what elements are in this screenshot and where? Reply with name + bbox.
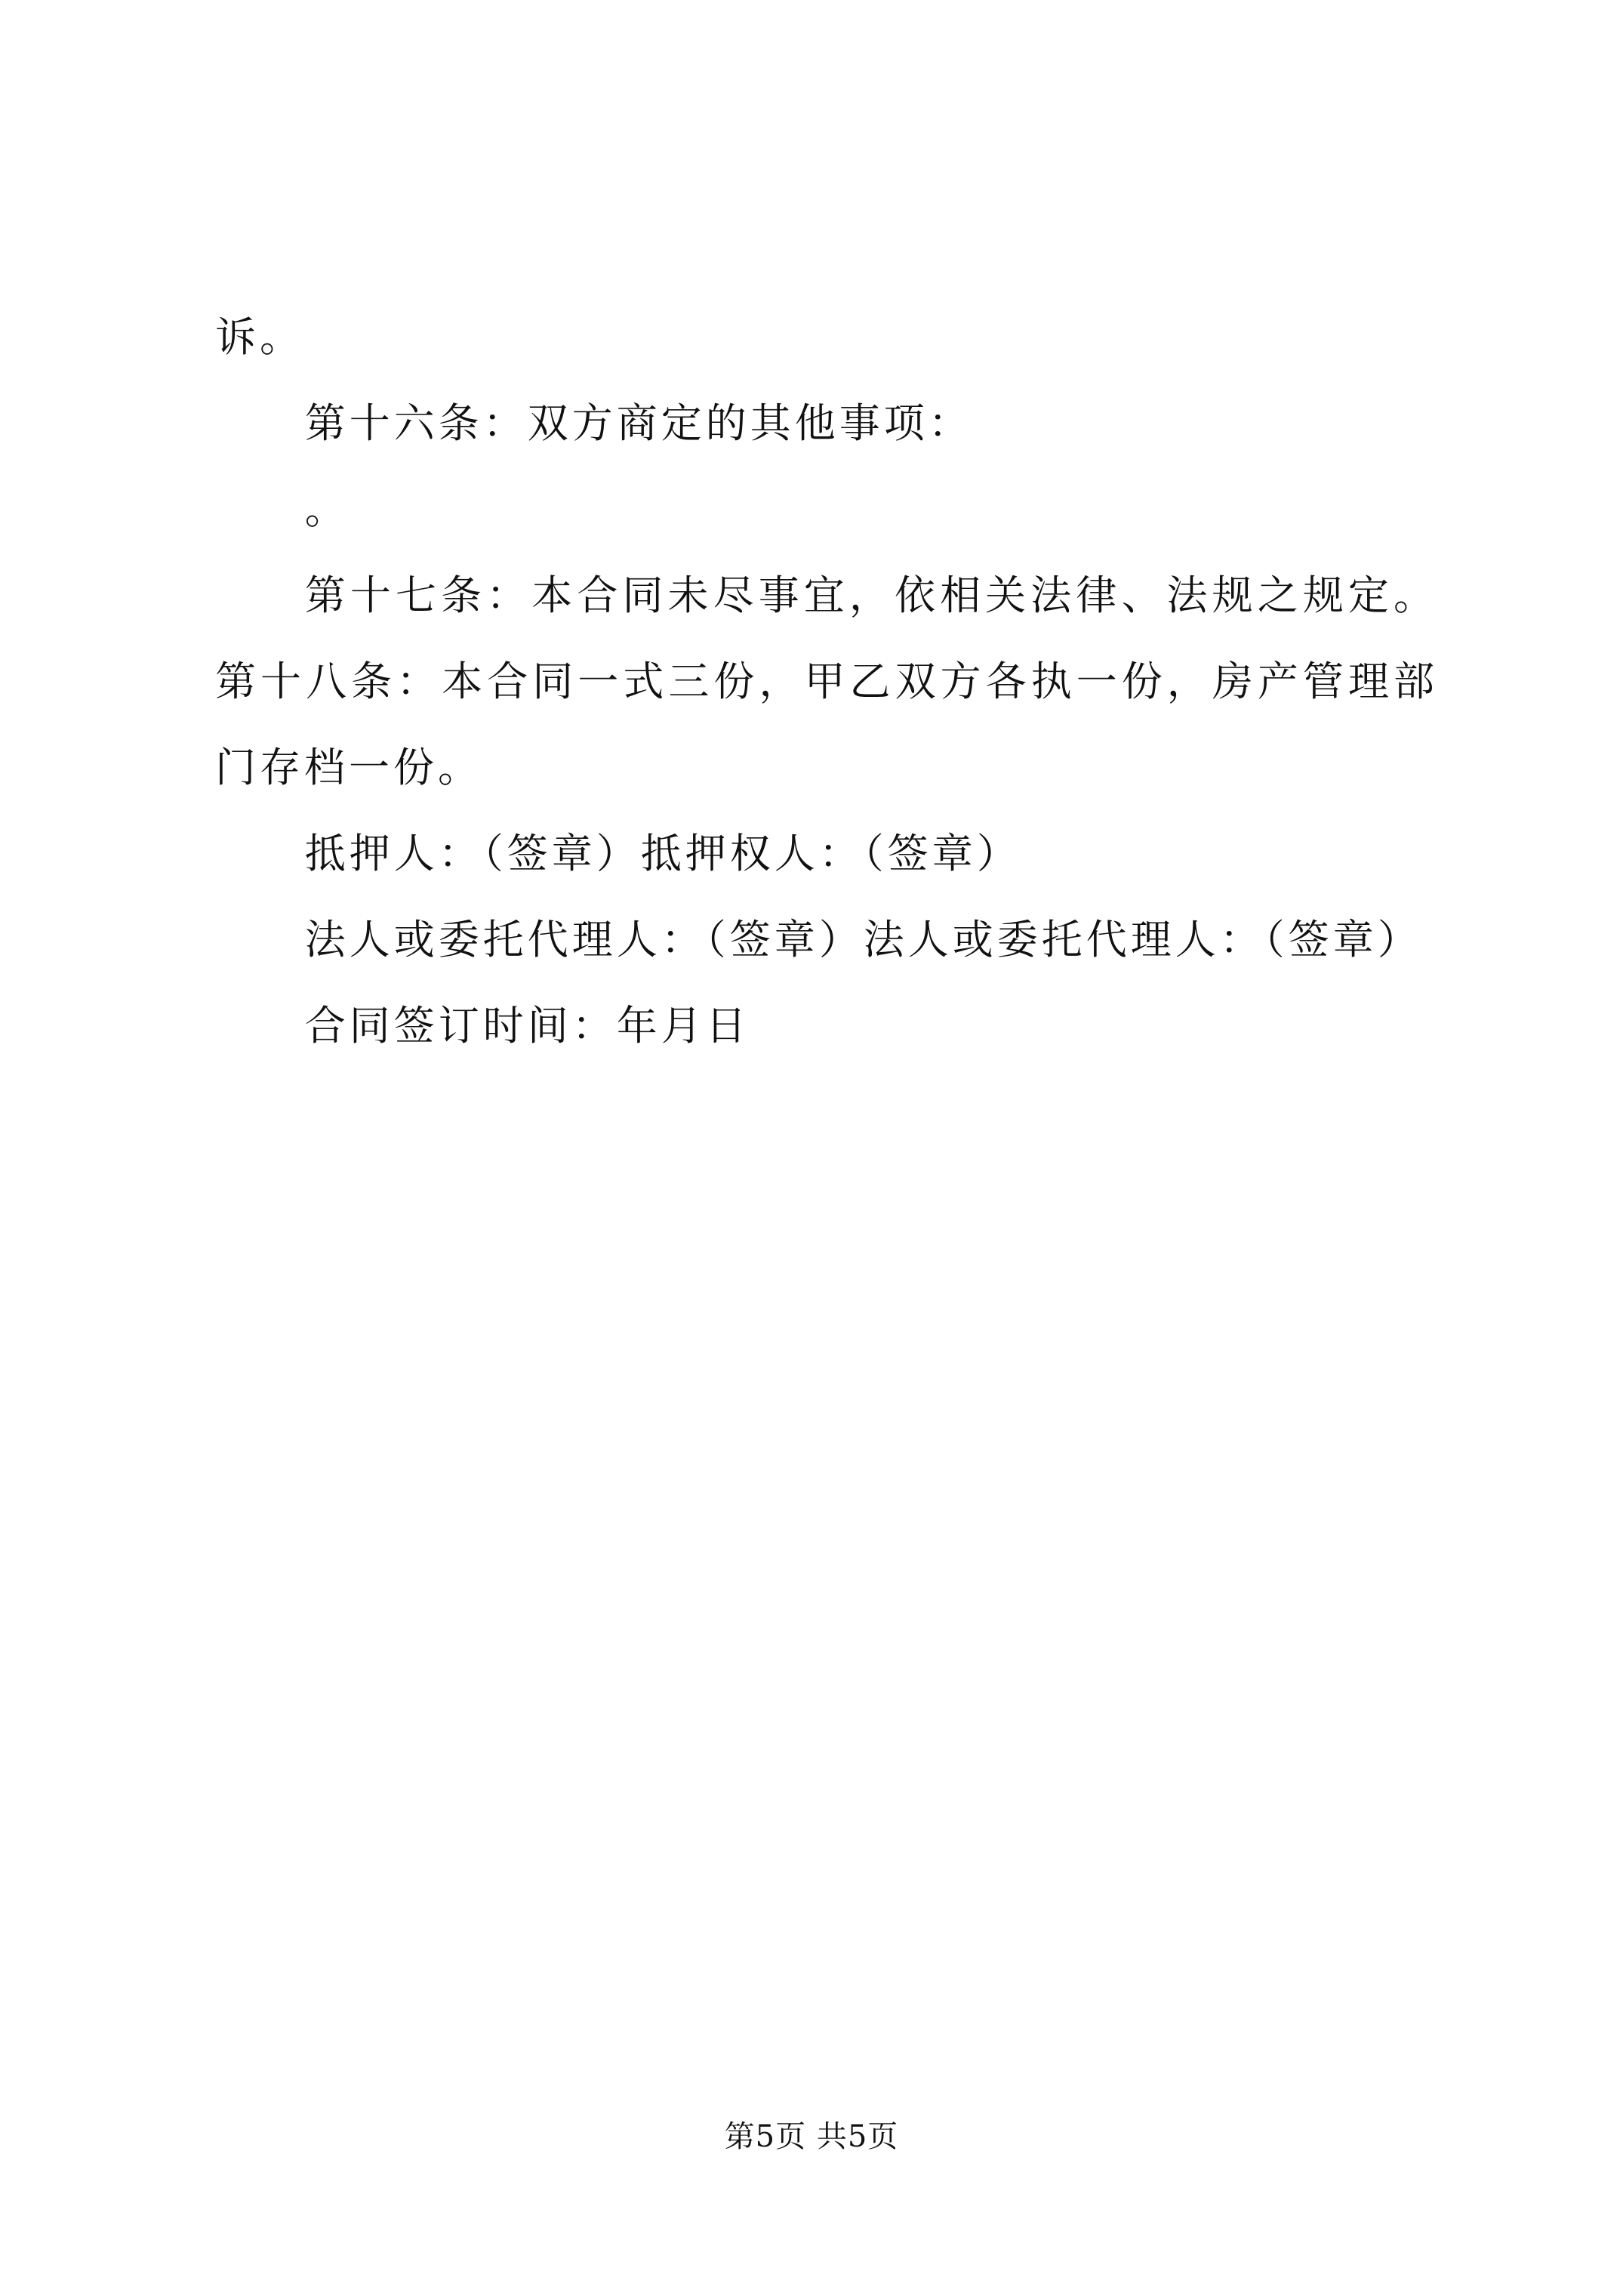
paragraph-article-16-blank: 。 [304, 485, 350, 533]
paragraph-article-17-18: 第十七条：本合同未尽事宜，依相关法律、法规之规定。第十八条：本合同一式三份，甲乙双方各执一份，房产管理部门存档一份。 [215, 572, 1438, 791]
page-total: 共5页 [816, 2119, 899, 2154]
signature-line-legal-representative: 法人或委托代理人：（签章）法人或委托代理人：（签章） [304, 916, 1422, 963]
signature-line-mortgagor: 抵押人：（签章）抵押权人：（签章） [304, 830, 1021, 877]
page-number: 第5页 [724, 2119, 807, 2154]
page-footer [0, 2118, 1623, 2156]
document-body [215, 294, 1438, 1069]
signing-date-line: 合同签订时间：年月日 [304, 1002, 750, 1049]
paragraph-continuation: 诉。 [215, 313, 304, 361]
paragraph-article-16: 第十六条：双方商定的其他事项： [304, 399, 973, 447]
